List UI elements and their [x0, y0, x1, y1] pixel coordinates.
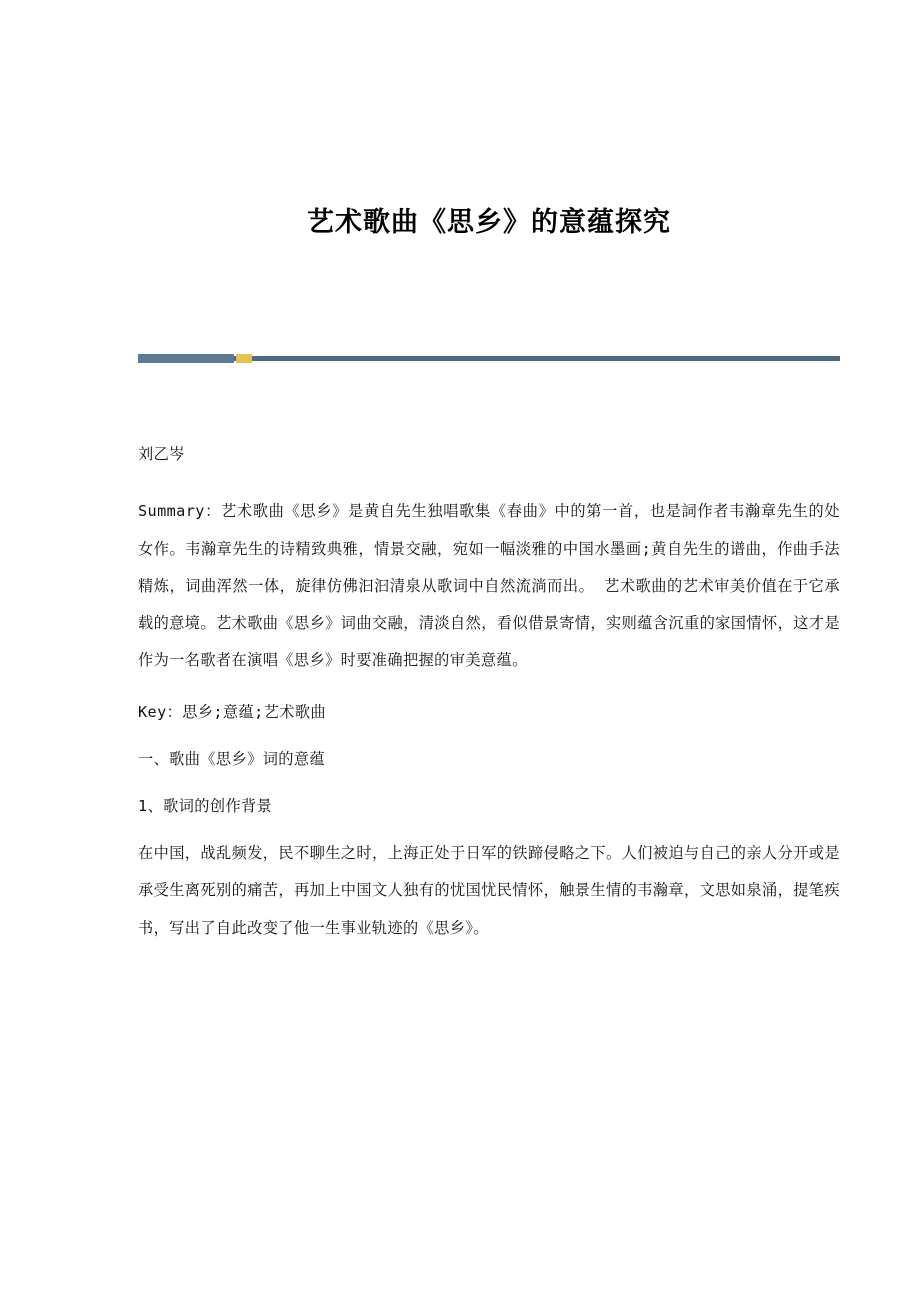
summary-paragraph: Summary：艺术歌曲《思乡》是黄自先生独唱歌集《春曲》中的第一首，也是詞作者韦瀚章先生的处女作。韦瀚章先生的诗精致典雅，情景交融，宛如一幅淡雅的中国水墨画;黄自先生的谱曲，作曲手法精炼，词曲浑然一体，旋律仿佛汩汩清泉从歌词中自然流淌而出。 艺术歌曲的艺术审美价值在于它承载的意境。艺术歌曲《思乡》词曲交融，清淡自然，看似借景寄情，实则蕴含沉重的家国情怀，这才是作为一名歌者在演唱《思乡》时要准确把握的审美意蕴。: [138, 502, 840, 670]
subsection-heading-1: 1、歌词的创作背景: [138, 796, 273, 815]
decorative-divider: [138, 352, 840, 364]
document-body: [138, 436, 840, 947]
page-title: 艺术歌曲《思乡》的意蕴探究: [307, 207, 671, 238]
document-content: [138, 0, 840, 961]
author-name: 刘乙岑: [138, 445, 185, 464]
body-paragraph-1: 在中国，战乱频发，民不聊生之时，上海正处于日军的铁蹄侵略之下。人们被迫与自己的亲人分开或是承受生离死别的痛苦，再加上中国文人独有的忧国忧民情怀，触景生情的韦瀚章，文思如泉涌，提笔疾书，写出了自此改变了他一生事业轨迹的《思乡》。: [138, 844, 840, 937]
divider-dot: [236, 354, 252, 363]
keywords-paragraph: Key：思乡;意蕴;艺术歌曲: [138, 702, 327, 721]
divider-left-block: [138, 354, 234, 363]
section-heading-1: 一、歌曲《思乡》词的意蕴: [138, 749, 326, 768]
